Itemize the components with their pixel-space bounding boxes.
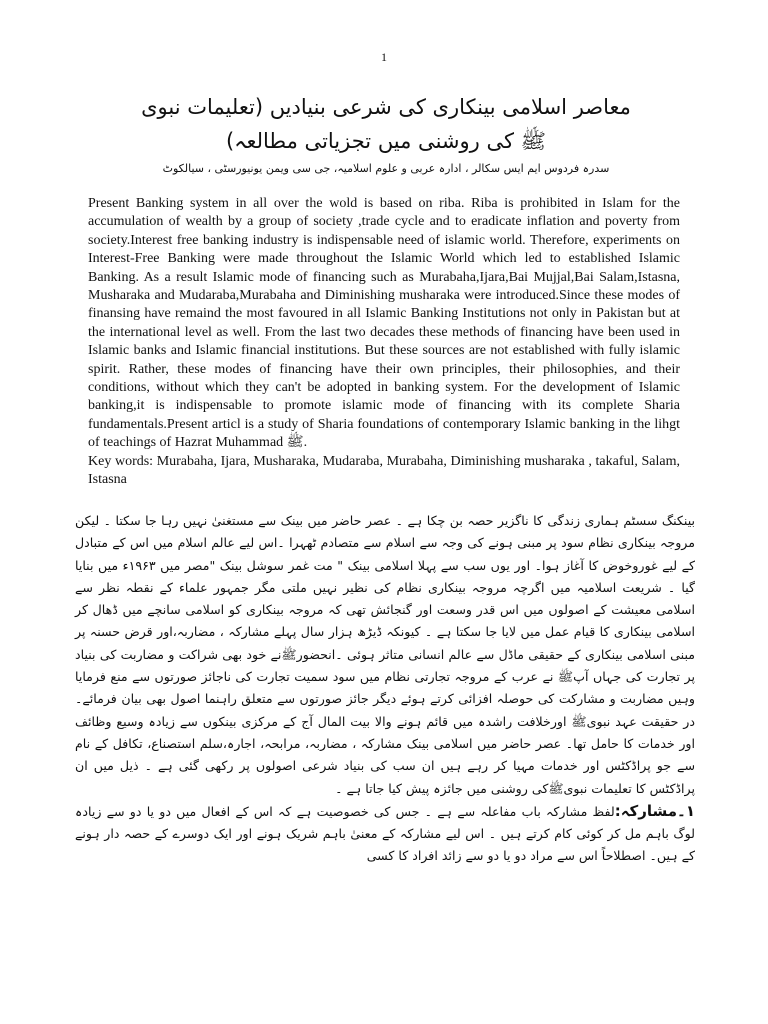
musharaka-text: لفظ مشارکہ باب مفاعلہ سے ہے ۔ جس کی خصوصیت ہے کہ اس کے افعال میں دو یا دو سے زیادہ لوگ باہم مل کر کوئی کام کرتے ہیں ۔ اس لیے مشارکہ کے معنیٰ باہم شریک ہونے اور ایک دوسرے کے حصہ دار ہونے کے ہیں۔ اصطلاحاً اس سے مراد دو یا دو سے زائد افراد کا کسی xyxy=(75,803,695,864)
keywords: Key words: Murabaha, Ijara, Musharaka, Mudaraba, Murabaha, Diminishing musharaka , takaful, Salam, Istasna xyxy=(88,453,680,488)
abstract-paragraph: Present Banking system in all over the wold is based on riba. Riba is prohibited in Islam for the accumulation of wealth by a group of society ,trade cycle and to eradicate inflation and poverty from society.Interest free banking industry is indispensable need of islamic world. Therefore, experiments on Interest-Free Banking were made throughout the Islamic World which led to established Islamic Banking. As a result Islamic mode of financing such as Murabaha,Ijara,Bai Mujjal,Bai Salam,Istasna, Musharaka and Mudaraba,Murabaha and Diminishing musharaka were introduced.Since these modes of finansing have remaind the most favoured in all Islamic Banking Institutions not only in Pakistan but at the international level as well. From the last two decades these methods of financing have been used in Islamic banks and Islamic financial institutions. But these sources are not established with fully islamic spirit. Rather, these modes of financing have their own principles, their philosophies, and their conditions, without which they can't be adopted in banking system. For the development of Islamic banking,it is indispensable to promote islamic mode of financing with its complete Sharia fundamentals.Present articl is a study of Sharia foundations of contemporary Islamic banking in the lihgt of teachings of Hazrat Muhammad ﷺ. xyxy=(88,196,680,451)
urdu-intro-paragraph: بینکنگ سسٹم ہماری زندگی کا ناگزیر حصہ بن چکا ہے ۔ عصر حاضر میں بینک سے مستغنیٰ نہیں رہا جا سکتا ۔ لیکن مروجہ بینکاری نظام سود پر مبنی ہونے کی وجہ سے اسلام سے متصادم ٹھہرا ۔اس لیے عالم اسلام میں اس کے متبادل کے لیے غوروخوض کا آغاز ہوا۔ اور یوں سب سے پہلا اسلامی بینک " مت غمر سوشل بینک "مصر میں ۱۹۶۳ء میں بنایا گیا ۔ شریعت اسلامیہ میں اگرچہ مروجہ بینکاری نظام کی نظیر نہیں ملتی مگر جمہور علماء کے نقطہ نظر سے اسلامی معیشت کے اصولوں میں اس قدر وسعت اور گنجائش تھی کہ مروجہ بینکاری کو اسلامی سانچے میں ڈھال کر اسلامی بینکاری کا قیام عمل میں لایا جا سکتا ہے ۔ کیونکہ ڈیڑھ ہزار سال پہلے مشارکہ ، مضاربہ،اور قرض حسنہ پر مبنی اسلامی بینکاری کے حقیقی ماڈل سے عالم انسانی متاثر ہوئی ۔انحضورﷺنے خود بھی شراکت و مضاربت کی بنیاد پر تجارت کی جہاں آپﷺ نے عرب کے مروجہ تجارتی نظام میں سود سمیت تجارت کی ناجائز صورتوں سے منع فرمایا وہیں مضاربت و مشارکت کی حوصلہ افزائی کرتے ہوئے دیگر جائز صورتوں سے متعلق راہنما اصول بھی بیان فرمائے۔ در حقیقت عہد نبویﷺ اورخلافت راشدہ میں قائم ہونے والا بیت المال آج کے مرکزی بینکوں سے زیادہ وسیع وظائف اور خدمات کا حامل تھا۔ عصر حاضر میں اسلامی بینک مشارکہ ، مضاربہ، مرابحہ، اجارہ،سلم استصناع، تکافل کے نام سے جو پراڈکٹس اور خدمات مہیا کر رہے ہیں ان سب کی بنیاد شرعی اصولوں پر رکھی گئی ہے ۔ ذیل میں ان پراڈکٹس کا تعلیمات نبویﷺکی روشنی میں جائزہ پیش کیا جاتا ہے ۔ xyxy=(75,513,696,796)
section-heading-musharaka: ۱۔مشارکہ: xyxy=(614,801,695,820)
english-abstract xyxy=(88,195,680,490)
title-line-2: ﷺ کی روشنی میں تجزیاتی مطالعہ) xyxy=(225,129,546,153)
musharaka-paragraph xyxy=(75,800,695,868)
title-line-1: معاصر اسلامی بینکاری کی شرعی بنیادیں (تعلیمات نبوی xyxy=(141,95,631,119)
urdu-body xyxy=(75,510,695,868)
author-affiliation: سدرہ فردوس ایم ایس سکالر ، ادارہ عربی و علوم اسلامیہ، جی سی ویمن یونیورسٹی ، سیالکوٹ xyxy=(162,162,610,175)
page-number: 1 xyxy=(381,50,387,64)
